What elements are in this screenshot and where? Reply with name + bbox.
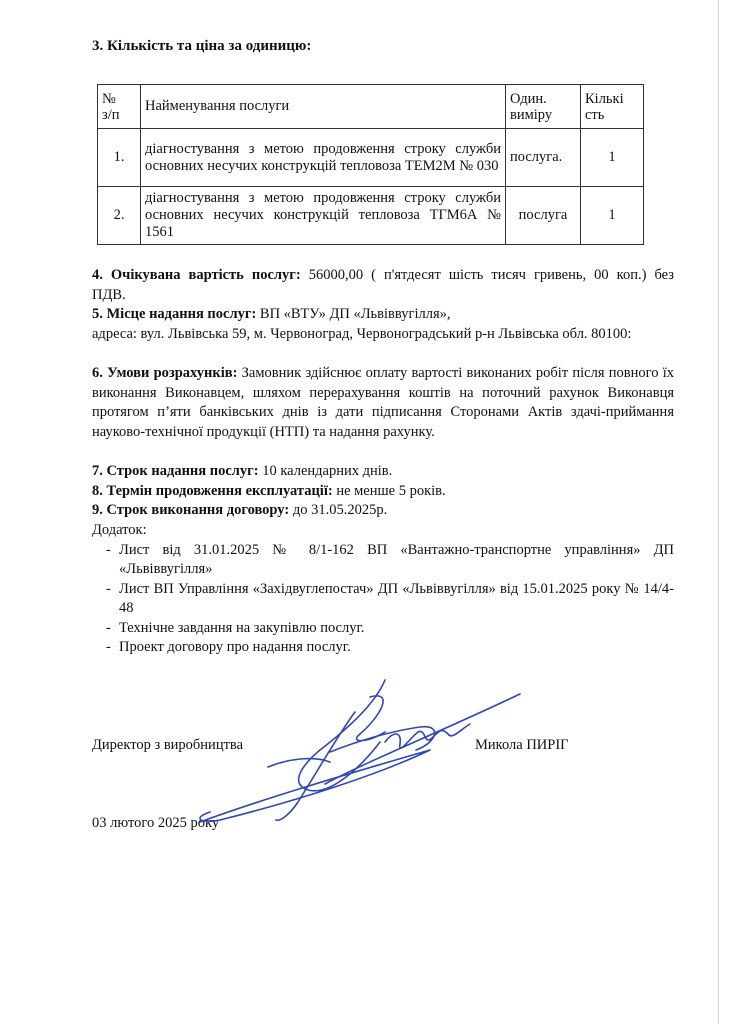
table-header-row [98,85,644,129]
header-quantity: Кількі сть [581,85,644,129]
attachments-list [92,541,674,658]
section-6-text: Замовник здійснює оплату вартості виконаних робіт після повного їх виконання Виконавцем, шляхом перерахування коштів на поточний рахунок Виконавця протягом п’яти банківських днів із дати підписання Сторонами Актів здачі-приймання науково-технічної продукції (НТП) та надання рахунку. [92,365,675,440]
row-number: 1. [98,129,141,187]
section-9-text: до 31.05.2025р. [289,502,388,518]
row-quantity: 1 [581,129,644,187]
list-item: - Лист від 31.01.2025 № 8/1-162 ВП «Вантажно-транспортне управління» ДП «Львіввугілля» [106,541,674,577]
section-7-label: 7. Строк надання послуг: [92,463,259,479]
section-4-text: 56000,00 ( п'ятдесят шість тисяч гривень, 00 коп.) без ПДВ. [92,267,674,303]
document-date: 03 лютого 2025 року [92,815,220,831]
row-service-name: діагностування з метою продовження строку служби основних несучих конструкцій тепловоза ТЕМ2М № 030 [141,129,506,187]
row-unit: послуга. [506,129,581,187]
section-4-cost [92,266,674,305]
section-8-text: не менше 5 років. [332,483,446,499]
section-7-text: 10 календарних днів. [258,463,393,479]
scan-edge-line [718,0,719,1024]
row-quantity: 1 [581,187,644,245]
header-number: № з/п [98,85,141,129]
table-row [98,187,644,245]
section-9-label: 9. Строк виконання договору: [92,502,290,518]
signatory-role: Директор з виробництва [92,737,244,753]
section-6-label: 6. Умови розрахунків: [92,365,238,381]
header-service-name: Найменування послуги [141,85,506,129]
handwritten-signature [180,672,530,832]
section-3-title: 3. Кількість та ціна за одиницю: [92,38,312,54]
header-unit: Один. виміру [506,85,581,129]
section-5-address: адреса: вул. Львівська 59, м. Червоноград, Червоноградський р-н Львівська обл. 80100: [92,325,632,342]
section-8-exploitation [92,482,674,502]
list-item: - Технічне завдання на закупівлю послуг. [106,619,365,636]
signatory-name: Микола ПИРІГ [475,737,569,753]
services-table [97,84,644,245]
section-7-term [92,462,674,482]
row-unit: послуга [506,187,581,245]
section-4-label: 4. Очікувана вартість послуг: [92,267,301,283]
attachments [92,521,674,658]
section-8-label: 8. Термін продовження експлуатації: [92,483,333,499]
list-item: - Проект договору про надання послуг. [106,639,351,655]
list-item: - Лист ВП Управління «Західвуглепостач» ДП «Львіввугілля» від 15.01.2025 року № 14/4- 48 [106,580,674,616]
row-service-name: діагностування з метою продовження строку служби основних несучих конструкцій тепловоза ТГМ6А № 1561 [141,187,506,245]
attachments-label: Додаток: [92,522,147,538]
section-5-text: ВП «ВТУ» ДП «Львіввугілля», [256,306,451,322]
section-9-contract [92,501,674,521]
section-5-label: 5. Місце надання послуг: [92,306,257,322]
section-6-payment [92,364,674,442]
section-5-place [92,305,674,344]
table-row [98,129,644,187]
row-number: 2. [98,187,141,245]
